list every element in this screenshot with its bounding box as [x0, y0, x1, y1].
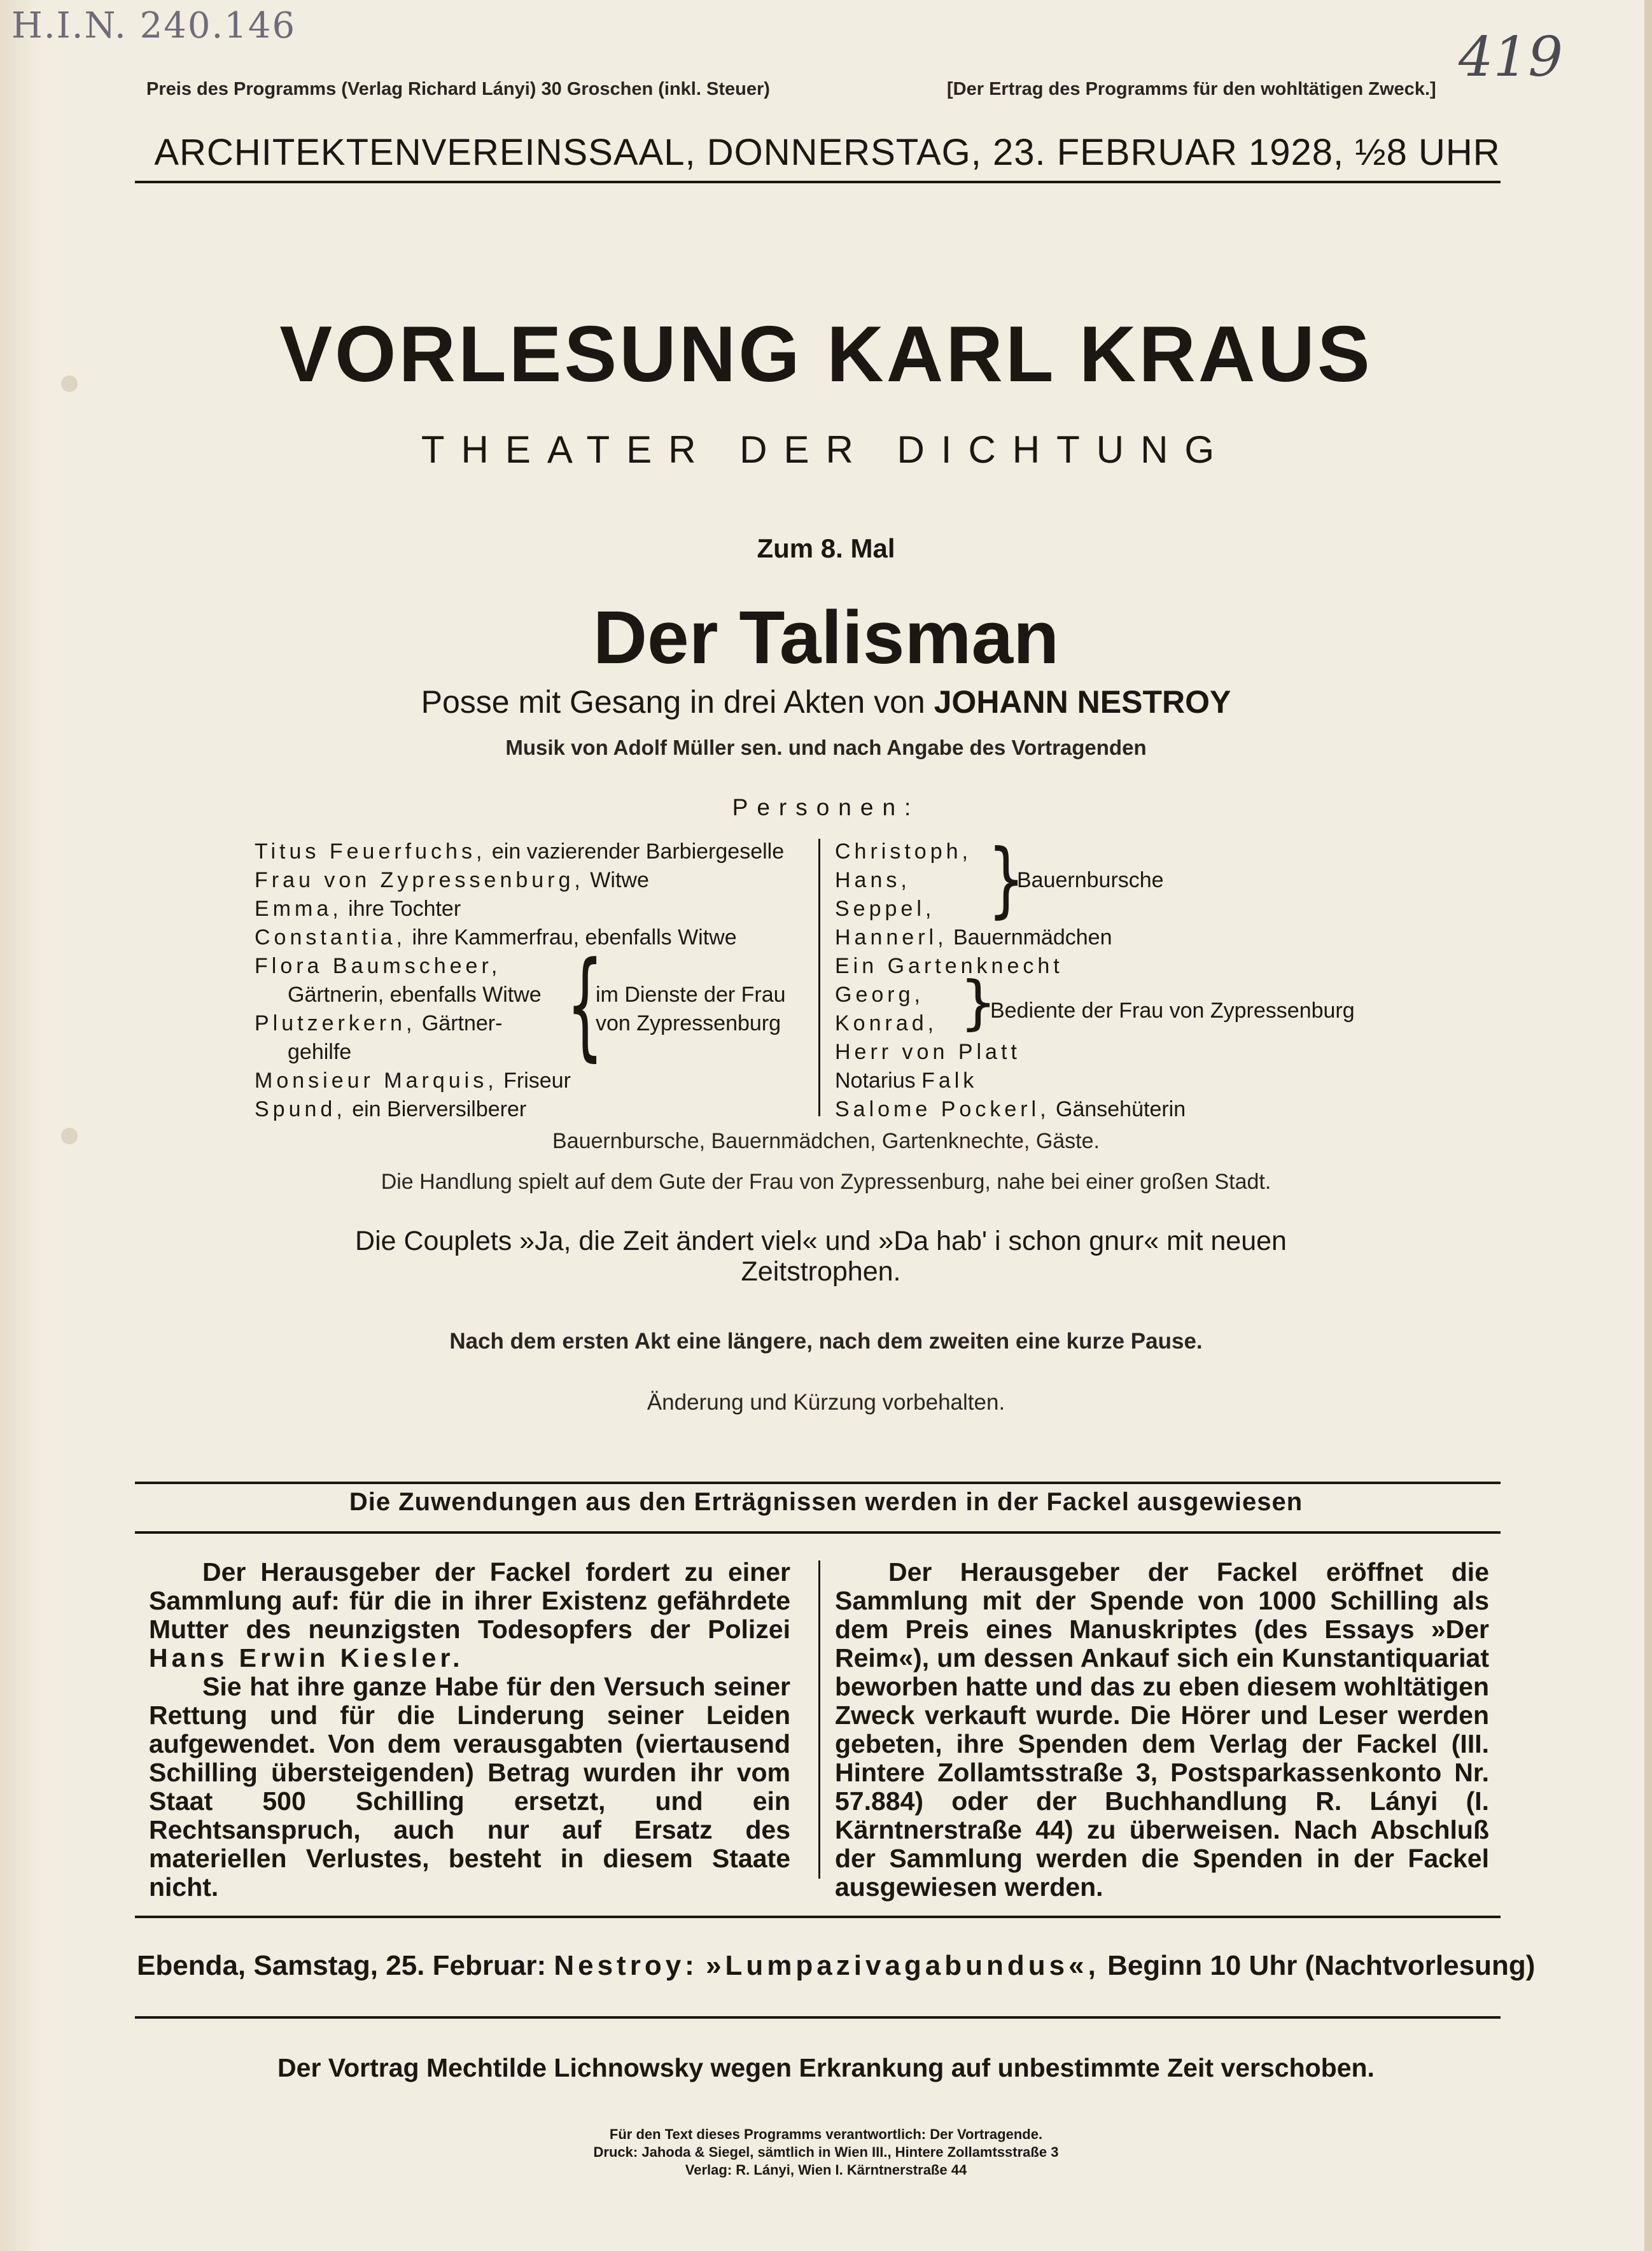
cast-entry: Herr von Platt — [835, 1040, 1021, 1064]
appeal-right-column — [835, 1558, 1489, 1902]
cast-group-label: im Dienste der Frau — [596, 983, 786, 1007]
music-credit: Musik von Adolf Müller sen. und nach Angabe des Vortragenden — [505, 736, 1147, 759]
cast-entry: Ein Gartenknecht — [835, 954, 1063, 978]
imprint — [0, 2126, 1652, 2179]
cast-entry: Christoph, — [835, 839, 972, 864]
cast-entry: Plutzerkern, Gärtner- — [255, 1011, 503, 1035]
venue-line: ARCHITEKTENVEREINSSAAL, DONNERSTAG, 23. FEBRUAR 1928, ½8 UHR — [154, 132, 1501, 173]
setting-line: Die Handlung spielt auf dem Gute der Frau von Zypressenburg, nahe bei einer großen Stadt. — [381, 1170, 1271, 1194]
proceeds-note: [Der Ertrag des Programms für den wohltätigen Zweck.] — [947, 79, 1436, 99]
appeal-left-paragraph: Der Herausgeber der Fackel fordert zu einer Sammlung auf: für die in ihrer Existenz gefährdete Mutter des neunzigsten Todesopfers der Polizei Hans Erwin Kiesler. — [149, 1557, 790, 1672]
folio-number: 419 — [1458, 25, 1563, 89]
banner-rule-top — [135, 1482, 1501, 1484]
play-title: Der Talisman — [592, 596, 1060, 680]
postponement-note: Der Vortrag Mechtilde Lichnowsky wegen Erkrankung auf unbestimmte Zeit verschoben. — [277, 2053, 1375, 2082]
cast-entry-desc: gehilfe — [288, 1040, 352, 1064]
cast-entry: Constantia, ihre Kammerfrau, ebenfalls Witwe — [255, 925, 737, 950]
cast-group-label: Bediente der Frau von Zypressenburg — [990, 999, 1355, 1023]
cast-entry-desc: Gärtnerin, ebenfalls Witwe — [288, 983, 542, 1007]
cast-entry: Salome Pockerl, Gänsehüterin — [835, 1097, 1186, 1121]
header-rule — [135, 181, 1501, 183]
play-author: JOHANN NESTROY — [934, 684, 1231, 720]
cast-entry: Emma, ihre Tochter — [255, 897, 461, 921]
rule-after-ebenda — [135, 2016, 1501, 2019]
cast-group-label: von Zypressenburg — [596, 1011, 781, 1035]
cast-entry: Notarius Falk — [835, 1069, 978, 1093]
cast-entry: Seppel, — [835, 897, 935, 921]
appeal-left-paragraph: Sie hat ihre ganze Habe für den Versuch seiner Rettung und für die Linderung seiner Leiden aufgewendet. Von dem verausgabten (viertausend Schilling übersteigenden) Betrag wurden ihr vom Staat 500 Schilling ersetzt, und ein Rechtsanspruch, auch nur auf Ersatz des materiellen Verlustes, besteht in diesem Staate nicht. — [149, 1672, 790, 1902]
couplets-note: Die Couplets »Ja, die Zeit ändert viel« und »Da hab' i schon gnur« mit neuen Zeitstrophen. — [355, 1226, 1287, 1287]
personen-heading: Personen: — [732, 794, 920, 820]
page-subtitle: THEATER DER DICHTUNG — [421, 428, 1231, 471]
cast-entry: Frau von Zypressenburg, Witwe — [255, 868, 649, 892]
cast-entry: Konrad, — [835, 1011, 938, 1035]
cast-entry: Hannerl, Bauernmädchen — [835, 925, 1112, 950]
imprint-line: Druck: Jahoda & Siegel, sämtlich in Wien III., Hintere Zollamtsstraße 3 — [593, 2144, 1059, 2160]
column-divider — [818, 1560, 820, 1879]
price-note: Preis des Programms (Verlag Richard Lányi) 30 Groschen (inkl. Steuer) — [146, 79, 770, 99]
cast-entry: Georg, — [835, 983, 924, 1007]
victim-name: Hans Erwin Kiesler. — [149, 1643, 464, 1672]
ebenda-line: Ebenda, Samstag, 25. Februar: Nestroy: »Lumpazivagabundus«, Beginn 10 Uhr (Nachtvorlesung) — [137, 1950, 1536, 1981]
banner-rule-bottom — [135, 1531, 1501, 1534]
brace-bauernbursche: } — [988, 831, 1025, 927]
rule-before-ebenda — [135, 1916, 1501, 1918]
extras-line: Bauernbursche, Bauernmädchen, Gartenknechte, Gäste. — [552, 1129, 1100, 1153]
brace-left: { — [566, 937, 604, 1073]
cast-entry: Flora Baumscheer, — [255, 954, 501, 978]
cast-group-label: Bauernbursche — [1017, 868, 1164, 892]
appeal-right-paragraph: Der Herausgeber der Fackel eröffnet die Sammlung mit der Spende von 1000 Schilling als dem Preis eines Manuskriptes (des Essays »Der Reim«), um dessen Ankauf sich ein Kunstantiquariat beworben hatte und das zu eben diesem wohltätigen Zweck verkauft wurde. Die Hörer und Leser werden gebeten, ihre Spenden dem Verlag der Fackel (III. Hintere Zollamtsstraße 3, Postsparkassenkonto Nr. 57.884) oder der Buchhandlung R. Lányi (I. Kärntnerstraße 44) zu überweisen. Nach Abschluß der Sammlung werden die Spenden in der Fackel ausgewiesen werden. — [835, 1557, 1489, 1902]
occasion: Zum 8. Mal — [757, 533, 895, 563]
page-title: VORLESUNG KARL KRAUS — [279, 311, 1373, 398]
reservation-note: Änderung und Kürzung vorbehalten. — [647, 1390, 1005, 1415]
cast-divider — [818, 839, 820, 1116]
imprint-line: Verlag: R. Lányi, Wien I. Kärntnerstraße 44 — [685, 2162, 967, 2178]
cast-entry: Monsieur Marquis, Friseur — [255, 1069, 571, 1093]
play-subtitle — [0, 684, 1652, 720]
appeal-left-column — [149, 1558, 790, 1902]
cast-entry: Titus Feuerfuchs, ein vazierender Barbiergeselle — [255, 839, 785, 864]
brace-bediente: } — [960, 969, 997, 1037]
cast-entry: Spund, ein Bierversilberer — [255, 1097, 527, 1121]
imprint-line: Für den Text dieses Programms verantwortlich: Der Vortragende. — [609, 2126, 1043, 2142]
cast-entry: Hans, — [835, 868, 911, 892]
archive-mark: H.I.N. 240.146 — [11, 5, 297, 46]
play-genre: Posse mit Gesang in drei Akten von — [421, 684, 925, 720]
pause-note: Nach dem ersten Akt eine längere, nach dem zweiten eine kurze Pause. — [449, 1329, 1203, 1354]
fackel-banner: Die Zuwendungen aus den Erträgnissen werden in der Fackel ausgewiesen — [349, 1488, 1303, 1516]
